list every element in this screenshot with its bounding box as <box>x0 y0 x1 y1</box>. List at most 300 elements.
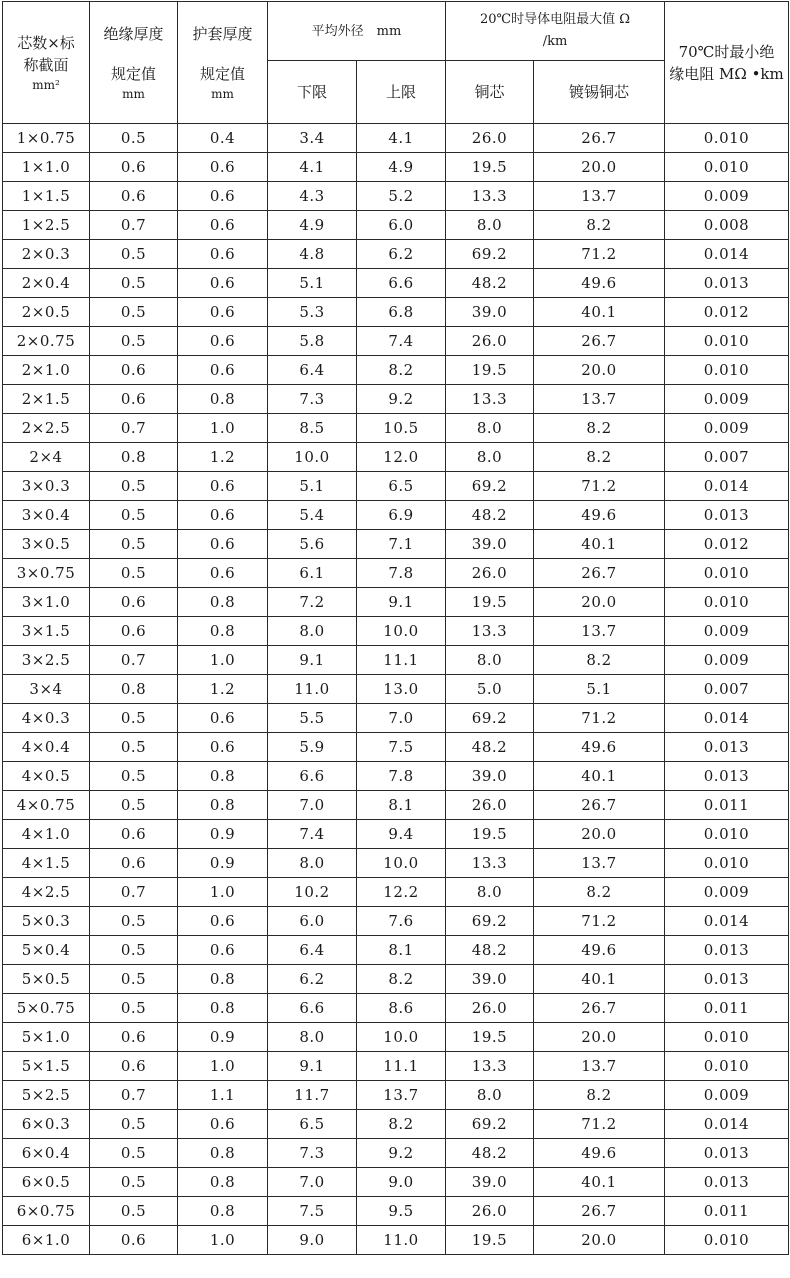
cell-core-area: 5×1.0 <box>3 1023 90 1052</box>
cell-sheath-thickness: 0.6 <box>178 269 268 298</box>
header-resistance-line2: /km <box>542 34 568 49</box>
cell-resistance-copper: 8.0 <box>446 646 534 675</box>
cell-core-area: 4×0.75 <box>3 791 90 820</box>
cell-resistance-copper: 13.3 <box>446 385 534 414</box>
cell-diameter-lower: 8.0 <box>268 617 357 646</box>
cell-insulation-resistance: 0.013 <box>665 501 789 530</box>
cell-diameter-upper: 6.9 <box>357 501 446 530</box>
cell-diameter-lower: 5.3 <box>268 298 357 327</box>
cell-diameter-lower: 7.5 <box>268 1197 357 1226</box>
header-insulation-unit: mm <box>122 86 145 101</box>
cell-diameter-lower: 6.6 <box>268 762 357 791</box>
cell-resistance-copper: 39.0 <box>446 1168 534 1197</box>
table-row <box>3 124 789 153</box>
cell-diameter-upper: 12.2 <box>357 878 446 907</box>
cell-core-area: 6×0.75 <box>3 1197 90 1226</box>
cell-diameter-upper: 11.1 <box>357 1052 446 1081</box>
cell-insulation-resistance: 0.010 <box>665 327 789 356</box>
cell-diameter-upper: 7.8 <box>357 762 446 791</box>
cell-diameter-lower: 6.2 <box>268 965 357 994</box>
cell-diameter-upper: 8.2 <box>357 356 446 385</box>
cell-sheath-thickness: 0.6 <box>178 704 268 733</box>
cell-diameter-upper: 8.1 <box>357 791 446 820</box>
cell-diameter-lower: 6.0 <box>268 907 357 936</box>
cell-insulation-thickness: 0.5 <box>90 559 178 588</box>
cell-sheath-thickness: 0.6 <box>178 211 268 240</box>
cell-sheath-thickness: 0.6 <box>178 907 268 936</box>
cell-resistance-tinned: 49.6 <box>534 501 665 530</box>
cell-sheath-thickness: 0.6 <box>178 530 268 559</box>
table-header <box>3 2 789 124</box>
cell-core-area: 4×1.5 <box>3 849 90 878</box>
cell-insulation-resistance: 0.009 <box>665 414 789 443</box>
cell-sheath-thickness: 0.6 <box>178 240 268 269</box>
cell-diameter-upper: 9.4 <box>357 820 446 849</box>
header-diameter-upper: 上限 <box>357 61 446 124</box>
cell-sheath-thickness: 0.8 <box>178 385 268 414</box>
cell-core-area: 4×2.5 <box>3 878 90 907</box>
cell-insulation-thickness: 0.5 <box>90 791 178 820</box>
cell-insulation-thickness: 0.6 <box>90 153 178 182</box>
cell-core-area: 1×2.5 <box>3 211 90 240</box>
cell-resistance-copper: 19.5 <box>446 1226 534 1255</box>
cell-core-area: 1×1.5 <box>3 182 90 211</box>
cell-core-area: 3×0.5 <box>3 530 90 559</box>
header-insulation-sub: 规定值 <box>110 64 156 83</box>
cell-resistance-tinned: 49.6 <box>534 733 665 762</box>
cell-resistance-copper: 19.5 <box>446 153 534 182</box>
table-body <box>3 124 789 1255</box>
cell-insulation-thickness: 0.6 <box>90 1023 178 1052</box>
header-insulation-resistance <box>665 2 789 124</box>
cell-insulation-resistance: 0.012 <box>665 530 789 559</box>
cell-resistance-tinned: 8.2 <box>534 878 665 907</box>
cell-resistance-tinned: 20.0 <box>534 588 665 617</box>
cell-insulation-resistance: 0.008 <box>665 211 789 240</box>
cell-resistance-tinned: 26.7 <box>534 327 665 356</box>
cell-insulation-resistance: 0.014 <box>665 704 789 733</box>
cell-insulation-resistance: 0.013 <box>665 762 789 791</box>
cell-sheath-thickness: 0.8 <box>178 1139 268 1168</box>
cell-diameter-upper: 4.1 <box>357 124 446 153</box>
cell-sheath-thickness: 0.8 <box>178 1168 268 1197</box>
cell-core-area: 3×1.0 <box>3 588 90 617</box>
cell-sheath-thickness: 1.0 <box>178 646 268 675</box>
cell-diameter-lower: 8.0 <box>268 849 357 878</box>
cell-resistance-tinned: 26.7 <box>534 1197 665 1226</box>
cell-sheath-thickness: 0.6 <box>178 153 268 182</box>
cell-insulation-thickness: 0.7 <box>90 878 178 907</box>
cell-insulation-thickness: 0.5 <box>90 1197 178 1226</box>
header-insulation-res-line2: 缘电阻 MΩ •km <box>669 64 784 83</box>
cell-core-area: 3×2.5 <box>3 646 90 675</box>
cell-insulation-resistance: 0.010 <box>665 559 789 588</box>
cell-core-area: 2×0.75 <box>3 327 90 356</box>
cell-diameter-upper: 8.1 <box>357 936 446 965</box>
cell-diameter-lower: 11.0 <box>268 675 357 704</box>
cell-resistance-copper: 13.3 <box>446 182 534 211</box>
cell-sheath-thickness: 0.9 <box>178 1023 268 1052</box>
cell-insulation-thickness: 0.5 <box>90 298 178 327</box>
table-row <box>3 153 789 182</box>
cell-resistance-copper: 39.0 <box>446 530 534 559</box>
cell-resistance-tinned: 49.6 <box>534 269 665 298</box>
table-row <box>3 211 789 240</box>
cell-diameter-upper: 9.0 <box>357 1168 446 1197</box>
cell-core-area: 5×0.5 <box>3 965 90 994</box>
cell-insulation-thickness: 0.5 <box>90 1139 178 1168</box>
cell-resistance-copper: 13.3 <box>446 617 534 646</box>
cell-core-area: 5×2.5 <box>3 1081 90 1110</box>
cell-diameter-lower: 4.8 <box>268 240 357 269</box>
cell-sheath-thickness: 1.2 <box>178 443 268 472</box>
cell-sheath-thickness: 0.8 <box>178 762 268 791</box>
cell-resistance-copper: 8.0 <box>446 1081 534 1110</box>
table-row <box>3 675 789 704</box>
cell-resistance-tinned: 8.2 <box>534 414 665 443</box>
cell-diameter-lower: 5.8 <box>268 327 357 356</box>
cell-diameter-lower: 8.5 <box>268 414 357 443</box>
cell-insulation-resistance: 0.010 <box>665 356 789 385</box>
table-row <box>3 240 789 269</box>
cell-insulation-thickness: 0.5 <box>90 501 178 530</box>
table-row <box>3 588 789 617</box>
table-row <box>3 1139 789 1168</box>
cell-core-area: 3×0.3 <box>3 472 90 501</box>
cell-diameter-upper: 10.0 <box>357 1023 446 1052</box>
cell-resistance-copper: 69.2 <box>446 907 534 936</box>
cell-diameter-lower: 8.0 <box>268 1023 357 1052</box>
cell-core-area: 1×0.75 <box>3 124 90 153</box>
table-row <box>3 298 789 327</box>
header-sheath-title: 护套厚度 <box>192 24 253 43</box>
cell-insulation-thickness: 0.6 <box>90 385 178 414</box>
cell-sheath-thickness: 0.6 <box>178 327 268 356</box>
cell-core-area: 4×0.5 <box>3 762 90 791</box>
cell-insulation-thickness: 0.7 <box>90 414 178 443</box>
cell-resistance-tinned: 20.0 <box>534 1226 665 1255</box>
cell-diameter-lower: 4.9 <box>268 211 357 240</box>
cell-diameter-lower: 7.4 <box>268 820 357 849</box>
cell-diameter-upper: 8.2 <box>357 965 446 994</box>
cell-diameter-lower: 5.6 <box>268 530 357 559</box>
cell-diameter-upper: 7.0 <box>357 704 446 733</box>
cell-resistance-tinned: 26.7 <box>534 124 665 153</box>
cell-core-area: 4×0.3 <box>3 704 90 733</box>
cell-diameter-lower: 7.0 <box>268 1168 357 1197</box>
table-row <box>3 182 789 211</box>
cell-sheath-thickness: 0.8 <box>178 588 268 617</box>
cell-resistance-tinned: 26.7 <box>534 994 665 1023</box>
cell-resistance-copper: 26.0 <box>446 124 534 153</box>
cell-resistance-copper: 8.0 <box>446 443 534 472</box>
cell-insulation-thickness: 0.8 <box>90 443 178 472</box>
cell-sheath-thickness: 1.0 <box>178 1226 268 1255</box>
cell-core-area: 3×1.5 <box>3 617 90 646</box>
cell-insulation-thickness: 0.5 <box>90 327 178 356</box>
cell-insulation-resistance: 0.009 <box>665 617 789 646</box>
cell-sheath-thickness: 1.1 <box>178 1081 268 1110</box>
cell-core-area: 6×0.5 <box>3 1168 90 1197</box>
cell-core-area: 6×0.3 <box>3 1110 90 1139</box>
cell-sheath-thickness: 0.8 <box>178 1197 268 1226</box>
cell-insulation-resistance: 0.010 <box>665 849 789 878</box>
cell-diameter-lower: 6.1 <box>268 559 357 588</box>
cell-diameter-upper: 6.0 <box>357 211 446 240</box>
cell-insulation-thickness: 0.5 <box>90 124 178 153</box>
cell-sheath-thickness: 0.6 <box>178 501 268 530</box>
cell-resistance-tinned: 13.7 <box>534 182 665 211</box>
cell-insulation-resistance: 0.010 <box>665 588 789 617</box>
cell-sheath-thickness: 1.0 <box>178 1052 268 1081</box>
cell-diameter-upper: 6.2 <box>357 240 446 269</box>
cell-diameter-upper: 9.2 <box>357 1139 446 1168</box>
cell-diameter-lower: 4.1 <box>268 153 357 182</box>
cell-diameter-lower: 6.4 <box>268 936 357 965</box>
cell-diameter-upper: 9.1 <box>357 588 446 617</box>
table-row <box>3 1197 789 1226</box>
cell-diameter-upper: 9.2 <box>357 385 446 414</box>
table-row <box>3 878 789 907</box>
cell-diameter-upper: 11.1 <box>357 646 446 675</box>
cell-diameter-lower: 6.5 <box>268 1110 357 1139</box>
table-row <box>3 1226 789 1255</box>
cell-diameter-upper: 12.0 <box>357 443 446 472</box>
cell-insulation-resistance: 0.013 <box>665 936 789 965</box>
cell-insulation-thickness: 0.5 <box>90 269 178 298</box>
cell-insulation-resistance: 0.013 <box>665 269 789 298</box>
cell-insulation-resistance: 0.011 <box>665 1197 789 1226</box>
cell-resistance-copper: 19.5 <box>446 820 534 849</box>
cell-sheath-thickness: 0.6 <box>178 472 268 501</box>
table-row <box>3 530 789 559</box>
cell-diameter-lower: 5.1 <box>268 472 357 501</box>
cell-diameter-lower: 10.0 <box>268 443 357 472</box>
cell-core-area: 4×1.0 <box>3 820 90 849</box>
cell-sheath-thickness: 0.8 <box>178 791 268 820</box>
table-row <box>3 646 789 675</box>
table-row <box>3 994 789 1023</box>
cell-resistance-tinned: 40.1 <box>534 1168 665 1197</box>
cell-sheath-thickness: 0.8 <box>178 965 268 994</box>
cell-core-area: 6×0.4 <box>3 1139 90 1168</box>
cell-resistance-copper: 5.0 <box>446 675 534 704</box>
cell-insulation-resistance: 0.014 <box>665 1110 789 1139</box>
cell-diameter-lower: 4.3 <box>268 182 357 211</box>
table-row <box>3 1081 789 1110</box>
cable-spec-table <box>2 1 789 1255</box>
cell-diameter-lower: 7.2 <box>268 588 357 617</box>
cell-diameter-upper: 10.5 <box>357 414 446 443</box>
cell-insulation-thickness: 0.7 <box>90 1081 178 1110</box>
header-insulation-title: 绝缘厚度 <box>103 24 164 43</box>
cell-resistance-tinned: 8.2 <box>534 443 665 472</box>
cell-insulation-resistance: 0.010 <box>665 1052 789 1081</box>
cell-insulation-resistance: 0.009 <box>665 182 789 211</box>
header-sheath-thickness <box>178 2 268 124</box>
cell-sheath-thickness: 0.9 <box>178 849 268 878</box>
cell-insulation-thickness: 0.6 <box>90 588 178 617</box>
cell-core-area: 2×1.0 <box>3 356 90 385</box>
cell-resistance-copper: 19.5 <box>446 1023 534 1052</box>
table-row <box>3 936 789 965</box>
table-row <box>3 1052 789 1081</box>
cell-insulation-resistance: 0.012 <box>665 298 789 327</box>
cell-core-area: 2×0.3 <box>3 240 90 269</box>
cell-resistance-copper: 69.2 <box>446 240 534 269</box>
cell-resistance-tinned: 49.6 <box>534 936 665 965</box>
cell-diameter-upper: 10.0 <box>357 617 446 646</box>
cell-insulation-thickness: 0.5 <box>90 994 178 1023</box>
cell-core-area: 2×4 <box>3 443 90 472</box>
cell-sheath-thickness: 0.8 <box>178 617 268 646</box>
cell-diameter-lower: 5.9 <box>268 733 357 762</box>
table-row <box>3 907 789 936</box>
cell-sheath-thickness: 1.0 <box>178 878 268 907</box>
cell-diameter-upper: 8.2 <box>357 1110 446 1139</box>
cell-sheath-thickness: 0.6 <box>178 559 268 588</box>
cell-insulation-resistance: 0.007 <box>665 675 789 704</box>
cell-insulation-thickness: 0.5 <box>90 1110 178 1139</box>
cell-insulation-thickness: 0.5 <box>90 907 178 936</box>
cell-sheath-thickness: 0.6 <box>178 1110 268 1139</box>
cell-sheath-thickness: 0.6 <box>178 182 268 211</box>
cell-resistance-copper: 26.0 <box>446 791 534 820</box>
table-row <box>3 414 789 443</box>
header-insulation-res-line1: 70℃时最小绝 <box>678 42 775 61</box>
cell-core-area: 4×0.4 <box>3 733 90 762</box>
header-core-area <box>3 2 90 124</box>
cell-insulation-thickness: 0.6 <box>90 1226 178 1255</box>
cell-diameter-upper: 9.5 <box>357 1197 446 1226</box>
cell-resistance-tinned: 49.6 <box>534 1139 665 1168</box>
cell-resistance-tinned: 71.2 <box>534 907 665 936</box>
table-row <box>3 791 789 820</box>
cell-insulation-thickness: 0.6 <box>90 849 178 878</box>
cell-core-area: 2×0.5 <box>3 298 90 327</box>
cell-insulation-resistance: 0.013 <box>665 733 789 762</box>
cell-core-area: 2×2.5 <box>3 414 90 443</box>
cell-insulation-thickness: 0.5 <box>90 762 178 791</box>
cell-insulation-thickness: 0.7 <box>90 211 178 240</box>
cell-resistance-tinned: 71.2 <box>534 704 665 733</box>
cell-diameter-lower: 5.1 <box>268 269 357 298</box>
cell-resistance-tinned: 40.1 <box>534 965 665 994</box>
cell-sheath-thickness: 0.4 <box>178 124 268 153</box>
table-row <box>3 385 789 414</box>
header-resistance-tinned: 镀锡铜芯 <box>534 61 665 124</box>
cell-resistance-copper: 8.0 <box>446 211 534 240</box>
cell-diameter-lower: 7.3 <box>268 1139 357 1168</box>
table-row <box>3 501 789 530</box>
cell-resistance-tinned: 5.1 <box>534 675 665 704</box>
cell-insulation-thickness: 0.5 <box>90 936 178 965</box>
cell-insulation-resistance: 0.014 <box>665 240 789 269</box>
cell-diameter-upper: 5.2 <box>357 182 446 211</box>
cell-diameter-upper: 6.8 <box>357 298 446 327</box>
header-sheath-unit: mm <box>211 86 234 101</box>
cell-resistance-tinned: 26.7 <box>534 559 665 588</box>
table-row <box>3 965 789 994</box>
cell-diameter-lower: 3.4 <box>268 124 357 153</box>
cell-resistance-tinned: 13.7 <box>534 617 665 646</box>
cell-insulation-resistance: 0.009 <box>665 878 789 907</box>
cell-diameter-upper: 6.6 <box>357 269 446 298</box>
cell-diameter-upper: 13.7 <box>357 1081 446 1110</box>
table-row <box>3 269 789 298</box>
cell-resistance-copper: 39.0 <box>446 298 534 327</box>
cell-insulation-thickness: 0.5 <box>90 733 178 762</box>
cell-resistance-copper: 48.2 <box>446 269 534 298</box>
table-row <box>3 1168 789 1197</box>
cell-resistance-copper: 39.0 <box>446 965 534 994</box>
cell-resistance-tinned: 20.0 <box>534 1023 665 1052</box>
cell-resistance-tinned: 40.1 <box>534 530 665 559</box>
cell-core-area: 6×1.0 <box>3 1226 90 1255</box>
cell-insulation-resistance: 0.007 <box>665 443 789 472</box>
cell-resistance-copper: 39.0 <box>446 762 534 791</box>
cell-diameter-lower: 11.7 <box>268 1081 357 1110</box>
cell-diameter-upper: 7.6 <box>357 907 446 936</box>
cell-resistance-tinned: 20.0 <box>534 153 665 182</box>
cell-insulation-thickness: 0.5 <box>90 530 178 559</box>
cell-sheath-thickness: 0.9 <box>178 820 268 849</box>
cell-resistance-tinned: 20.0 <box>534 820 665 849</box>
table-row <box>3 820 789 849</box>
cell-diameter-lower: 6.4 <box>268 356 357 385</box>
cell-resistance-copper: 26.0 <box>446 1197 534 1226</box>
header-diameter-lower: 下限 <box>268 61 357 124</box>
table-row <box>3 443 789 472</box>
header-core-area-line2: 称截面 <box>23 55 69 74</box>
table-row <box>3 1023 789 1052</box>
cell-insulation-resistance: 0.013 <box>665 965 789 994</box>
cell-diameter-upper: 13.0 <box>357 675 446 704</box>
cell-resistance-copper: 48.2 <box>446 1139 534 1168</box>
cell-resistance-tinned: 40.1 <box>534 762 665 791</box>
cell-insulation-thickness: 0.8 <box>90 675 178 704</box>
cell-sheath-thickness: 0.6 <box>178 356 268 385</box>
cell-resistance-copper: 26.0 <box>446 994 534 1023</box>
cell-insulation-resistance: 0.011 <box>665 994 789 1023</box>
cell-insulation-thickness: 0.7 <box>90 646 178 675</box>
cell-diameter-upper: 6.5 <box>357 472 446 501</box>
table-row <box>3 327 789 356</box>
cell-sheath-thickness: 1.2 <box>178 675 268 704</box>
cell-resistance-tinned: 40.1 <box>534 298 665 327</box>
cell-resistance-tinned: 71.2 <box>534 240 665 269</box>
cell-sheath-thickness: 0.6 <box>178 936 268 965</box>
cell-core-area: 2×0.4 <box>3 269 90 298</box>
table-row <box>3 733 789 762</box>
cell-resistance-tinned: 20.0 <box>534 356 665 385</box>
cell-insulation-resistance: 0.013 <box>665 1139 789 1168</box>
cell-insulation-thickness: 0.6 <box>90 1052 178 1081</box>
table-row <box>3 472 789 501</box>
cell-resistance-copper: 69.2 <box>446 472 534 501</box>
cell-insulation-resistance: 0.009 <box>665 1081 789 1110</box>
cell-diameter-upper: 10.0 <box>357 849 446 878</box>
cell-diameter-upper: 4.9 <box>357 153 446 182</box>
header-resistance-copper: 铜芯 <box>446 61 534 124</box>
cell-resistance-tinned: 13.7 <box>534 849 665 878</box>
cell-resistance-tinned: 8.2 <box>534 211 665 240</box>
header-diameter-title: 平均外径 mm <box>311 24 402 39</box>
cell-core-area: 1×1.0 <box>3 153 90 182</box>
cell-sheath-thickness: 0.8 <box>178 994 268 1023</box>
cell-insulation-resistance: 0.009 <box>665 385 789 414</box>
cell-sheath-thickness: 0.6 <box>178 733 268 762</box>
